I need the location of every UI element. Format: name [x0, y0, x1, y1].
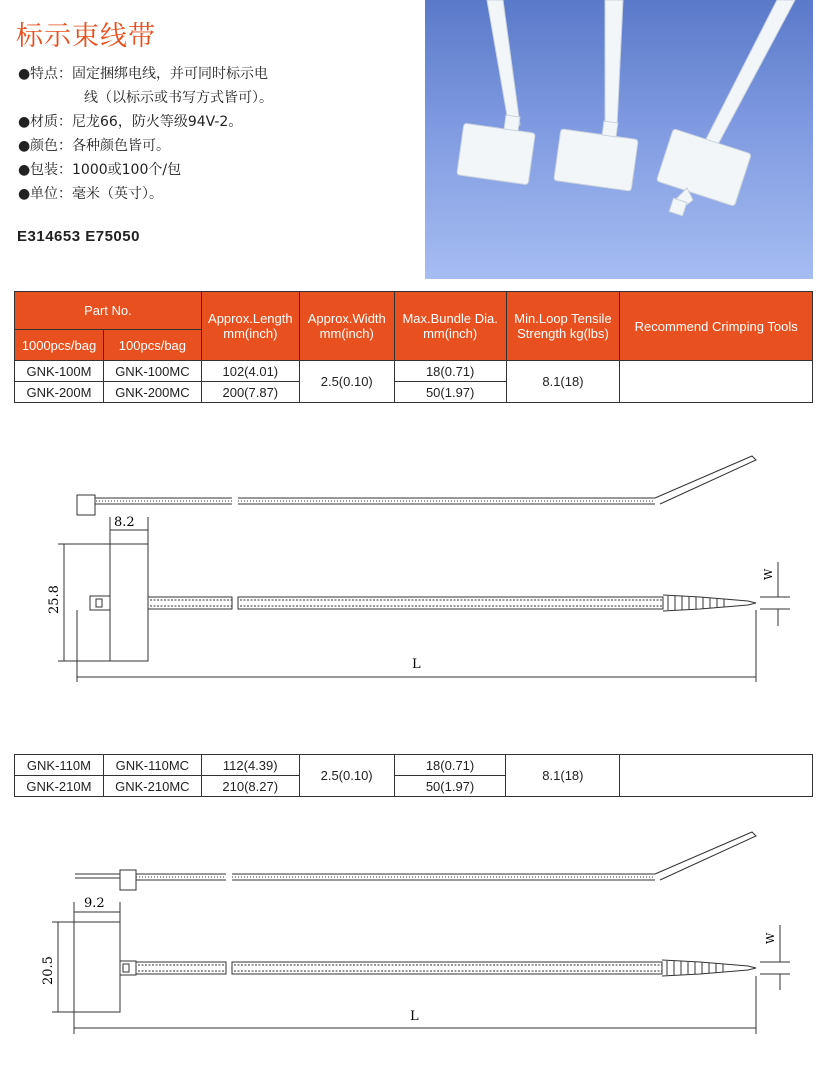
- dim-tag-height: 25.8: [47, 585, 62, 614]
- part-100: GNK-110MC: [103, 755, 201, 776]
- bullet: ●: [18, 162, 31, 178]
- part-1000: GNK-200M: [15, 382, 104, 403]
- header-100pcs: 100pcs/bag: [103, 330, 201, 361]
- tensile-cell: 8.1(18): [506, 361, 620, 403]
- dim-length: L: [410, 1009, 419, 1024]
- feature-item: ●单位：毫米（英寸）。: [18, 182, 273, 206]
- part-100: GNK-200MC: [103, 382, 201, 403]
- header-width: Approx.Width mm(inch): [299, 292, 394, 361]
- bullet: ●: [18, 114, 31, 130]
- feature-item: ●颜色：各种颜色皆可。: [18, 134, 273, 158]
- cable-tie-diagram-1: [0, 440, 830, 700]
- bundle-cell: 50(1.97): [394, 382, 506, 403]
- dim-length: L: [412, 657, 421, 672]
- header-tools: Recommend Crimping Tools: [620, 292, 813, 361]
- tie-head: [90, 596, 110, 610]
- bundle-cell: 50(1.97): [394, 776, 506, 797]
- table-row: [15, 755, 813, 776]
- length-cell: 200(7.87): [201, 382, 299, 403]
- feature-list: [18, 62, 273, 206]
- cable-tie-diagram-2: [0, 820, 830, 1050]
- product-photo: [425, 0, 813, 279]
- tensile-cell: 8.1(18): [506, 755, 620, 797]
- tie-head: [120, 961, 136, 975]
- dim-tag-height: 20.5: [41, 956, 56, 985]
- spec-table-1: [14, 291, 813, 403]
- width-cell: 2.5(0.10): [299, 755, 394, 797]
- length-cell: 102(4.01): [201, 361, 299, 382]
- bullet: ●: [18, 186, 31, 202]
- dim-tag-width: 8.2: [114, 515, 135, 530]
- tools-cell: [620, 361, 813, 403]
- bullet: ●: [18, 66, 31, 82]
- feature-item: ●材质：尼龙66，防火等级94V-2。: [18, 110, 273, 134]
- dim-width: W: [764, 932, 777, 944]
- spec-table-2: [14, 754, 813, 797]
- part-1000: GNK-100M: [15, 361, 104, 382]
- bundle-cell: 18(0.71): [394, 755, 506, 776]
- header-length: Approx.Length mm(inch): [201, 292, 299, 361]
- side-head: [77, 495, 95, 515]
- length-cell: 112(4.39): [201, 755, 299, 776]
- feature-item: ●特点：固定捆绑电线，并可同时标示电: [18, 62, 273, 86]
- side-head: [120, 870, 136, 890]
- feature-item: ●包装：1000或100个/包: [18, 158, 273, 182]
- bundle-cell: 18(0.71): [394, 361, 506, 382]
- part-100: GNK-100MC: [103, 361, 201, 382]
- cable-tie-photo-illustration: [425, 0, 813, 279]
- part-1000: GNK-110M: [15, 755, 104, 776]
- dim-tag-width: 9.2: [84, 896, 105, 911]
- length-cell: 210(8.27): [201, 776, 299, 797]
- feature-item-continued: 线（以标示或书写方式皆可）。: [84, 90, 273, 106]
- part-100: GNK-210MC: [103, 776, 201, 797]
- tag-plate: [110, 544, 148, 661]
- page-title: 标示束线带: [16, 21, 156, 52]
- part-1000: GNK-210M: [15, 776, 104, 797]
- header-1000pcs: 1000pcs/bag: [15, 330, 104, 361]
- tools-cell: [620, 755, 813, 797]
- bullet: ●: [18, 138, 31, 154]
- width-cell: 2.5(0.10): [299, 361, 394, 403]
- tag-plate: [74, 922, 120, 1012]
- certification-codes: E314653 E75050: [17, 228, 140, 245]
- header-tensile: Min.Loop Tensile Strength kg(lbs): [506, 292, 620, 361]
- dim-width: W: [762, 568, 775, 580]
- header-bundle: Max.Bundle Dia. mm(inch): [394, 292, 506, 361]
- header-part-no: Part No.: [15, 292, 202, 330]
- table-row: [15, 361, 813, 382]
